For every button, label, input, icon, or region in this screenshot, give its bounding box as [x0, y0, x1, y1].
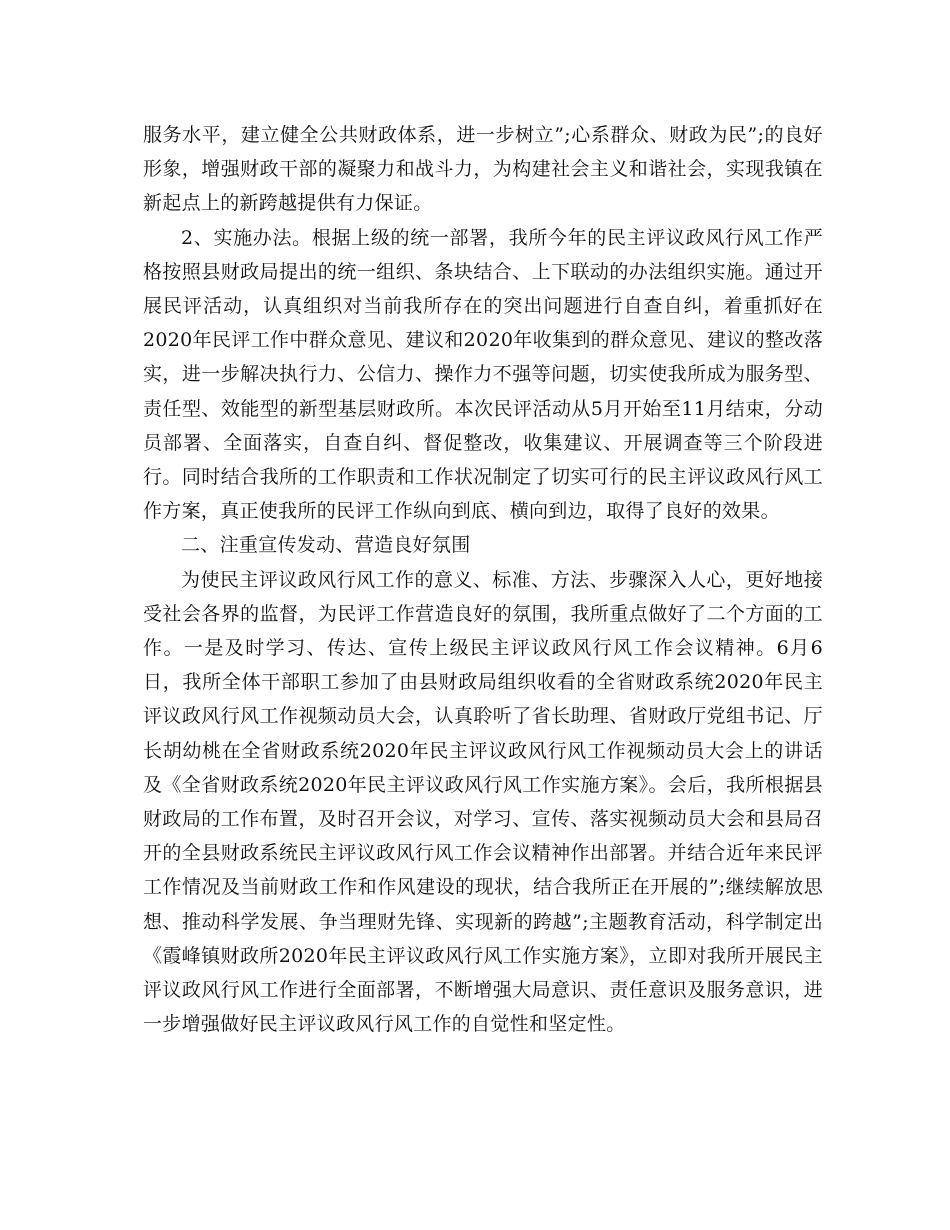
- document-body: [143, 118, 823, 1041]
- section-heading-publicity: 二、注重宣传发动、营造良好氛围: [181, 534, 471, 557]
- paragraph-publicity-work: 为使民主评议政风行风工作的意义、标准、方法、步骤深入人心，更好地接受社会各界的监督，为民评工作营造良好的氛围，我所重点做好了二个方面的工作。一是及时学习、传达、宣传上级民主评议政风行风工作会议精神。6月6日，我所全体干部职工参加了由县财政局组织收看的全省财政系统2020年民主评议政风行风工作视频动员大会，认真聆听了省长助理、省财政厅党组书记、厅长胡幼桃在全省财政系统2020年民主评议政风行风工作视频动员大会上的讲话及《全省财政系统2020年民主评议政风行风工作实施方案》。会后，我所根据县财政局的工作布置，及时召开会议，对学习、宣传、落实视频动员大会和县局召开的全县财政系统民主评议政风行风工作会议精神作出部署。并结合近年来民评工作情况及当前财政工作和作风建设的现状，结合我所正在开展的”;继续解放思想、推动科学发展、争当理财先锋、实现新的跨越”;主题教育活动，科学制定出《霞峰镇财政所2020年民主评议政风行风工作实施方案》，立即对我所开展民主评议政风行风工作进行全面部署，不断增强大局意识、责任意识及服务意识，进一步增强做好民主评议政风行风工作的自觉性和坚定性。: [143, 568, 823, 1036]
- paragraph-intro-continuation: 服务水平，建立健全公共财政体系，进一步树立”;心系群众、财政为民”;的良好形象，增强财政干部的凝聚力和战斗力，为构建社会主义和谐社会，实现我镇在新起点上的新跨越提供有力保证。: [143, 124, 823, 215]
- paragraph-implementation-method: 2、实施办法。根据上级的统一部署，我所今年的民主评议政风行风工作严格按照县财政局提出的统一组织、条块结合、上下联动的办法组织实施。通过开展民评活动，认真组织对当前我所存在的突出问题进行自查自纠，着重抓好在2020年民评工作中群众意见、建议和2020年收集到的群众意见、建议的整改落实，进一步解决执行力、公信力、操作力不强等问题，切实使我所成为服务型、责任型、效能型的新型基层财政所。本次民评活动从5月开始至11月结束，分动员部署、全面落实，自查自纠、督促整改，收集建议、开展调查等三个阶段进行。同时结合我所的工作职责和工作状况制定了切实可行的民主评议政风行风工作方案，真正使我所的民评工作纵向到底、横向到边，取得了良好的效果。: [143, 226, 823, 523]
